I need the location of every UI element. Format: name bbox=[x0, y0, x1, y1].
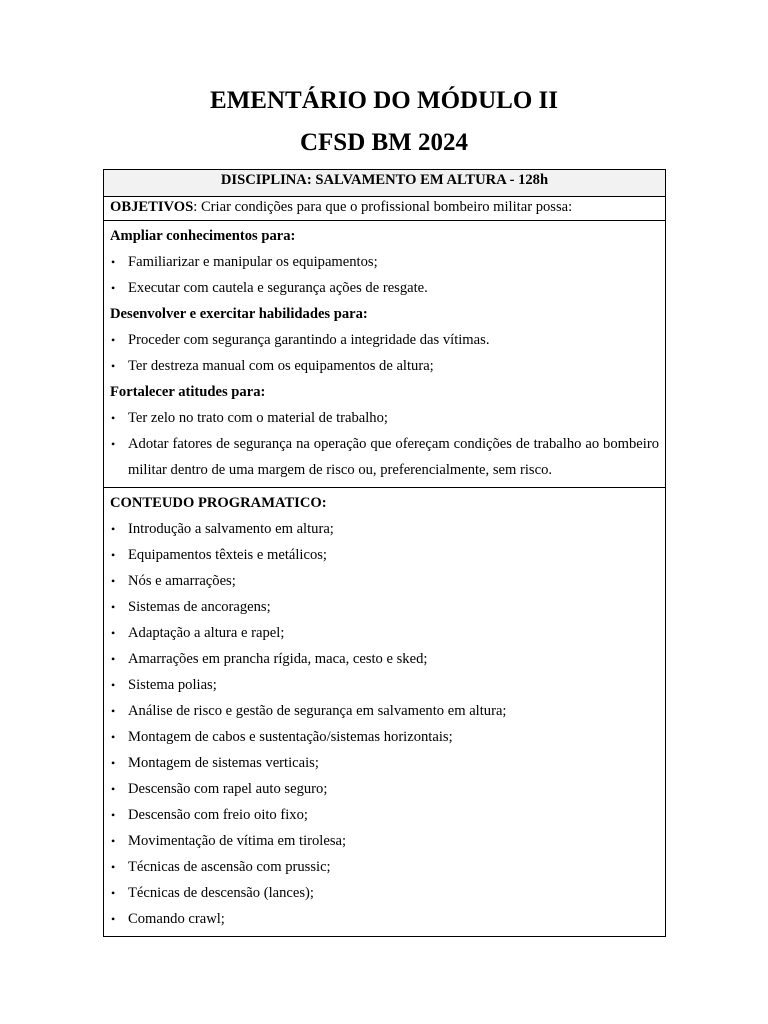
objectives-label: OBJETIVOS bbox=[110, 199, 194, 215]
list-item: • Comando crawl; bbox=[110, 906, 659, 932]
list-item: • Adaptação a altura e rapel; bbox=[110, 620, 659, 646]
list-item: • Montagem de sistemas verticais; bbox=[110, 750, 659, 776]
group-title: Desenvolver e exercitar habilidades para: bbox=[110, 306, 368, 322]
list-item: • Descensão com rapel auto seguro; bbox=[110, 776, 659, 802]
group-title: Fortalecer atitudes para: bbox=[110, 384, 266, 400]
list-item: • Introdução a salvamento em altura; bbox=[110, 516, 659, 542]
title-block bbox=[0, 84, 768, 168]
list-item: • Análise de risco e gestão de segurança em salvamento em altura; bbox=[110, 698, 659, 724]
objectives-detail bbox=[104, 221, 666, 488]
list-item: • Proceder com segurança garantindo a integridade das vítimas. bbox=[110, 327, 659, 353]
objectives-row bbox=[104, 197, 666, 221]
list-item: • Técnicas de descensão (lances); bbox=[110, 880, 659, 906]
list-item: • Adotar fatores de segurança na operação que ofereçam condições de trabalho ao bombeiro militar dentro de uma margem de risco ou, preferencialmente, sem risco. bbox=[110, 431, 659, 483]
group-knowledge bbox=[110, 223, 659, 301]
objectives-text: : Criar condições para que o profissional bombeiro militar possa: bbox=[193, 199, 573, 215]
list-item: • Amarrações em prancha rígida, maca, cesto e sked; bbox=[110, 646, 659, 672]
list-item: • Descensão com freio oito fixo; bbox=[110, 802, 659, 828]
list-item: • Familiarizar e manipular os equipamentos; bbox=[110, 249, 659, 275]
group-title: Ampliar conhecimentos para: bbox=[110, 228, 296, 244]
content-title: CONTEUDO PROGRAMATICO: bbox=[110, 495, 327, 511]
program-content bbox=[104, 488, 666, 937]
list-item: • Sistemas de ancoragens; bbox=[110, 594, 659, 620]
document-subtitle: CFSD BM 2024 bbox=[299, 129, 469, 156]
list-item: • Equipamentos têxteis e metálicos; bbox=[110, 542, 659, 568]
group-skills bbox=[110, 301, 659, 379]
list-item: • Sistema polias; bbox=[110, 672, 659, 698]
list-item: • Nós e amarrações; bbox=[110, 568, 659, 594]
list-item: • Montagem de cabos e sustentação/sistemas horizontais; bbox=[110, 724, 659, 750]
list-item: • Executar com cautela e segurança ações de resgate. bbox=[110, 275, 659, 301]
list-item: • Movimentação de vítima em tirolesa; bbox=[110, 828, 659, 854]
list-item: • Técnicas de ascensão com prussic; bbox=[110, 854, 659, 880]
document-title: EMENTÁRIO DO MÓDULO II bbox=[210, 87, 558, 114]
list-item: • Ter zelo no trato com o material de trabalho; bbox=[110, 405, 659, 431]
discipline-header: DISCIPLINA: SALVAMENTO EM ALTURA - 128h bbox=[104, 170, 666, 197]
list-item: • Ter destreza manual com os equipamentos de altura; bbox=[110, 353, 659, 379]
group-attitudes bbox=[110, 379, 659, 483]
syllabus-table bbox=[103, 169, 666, 937]
